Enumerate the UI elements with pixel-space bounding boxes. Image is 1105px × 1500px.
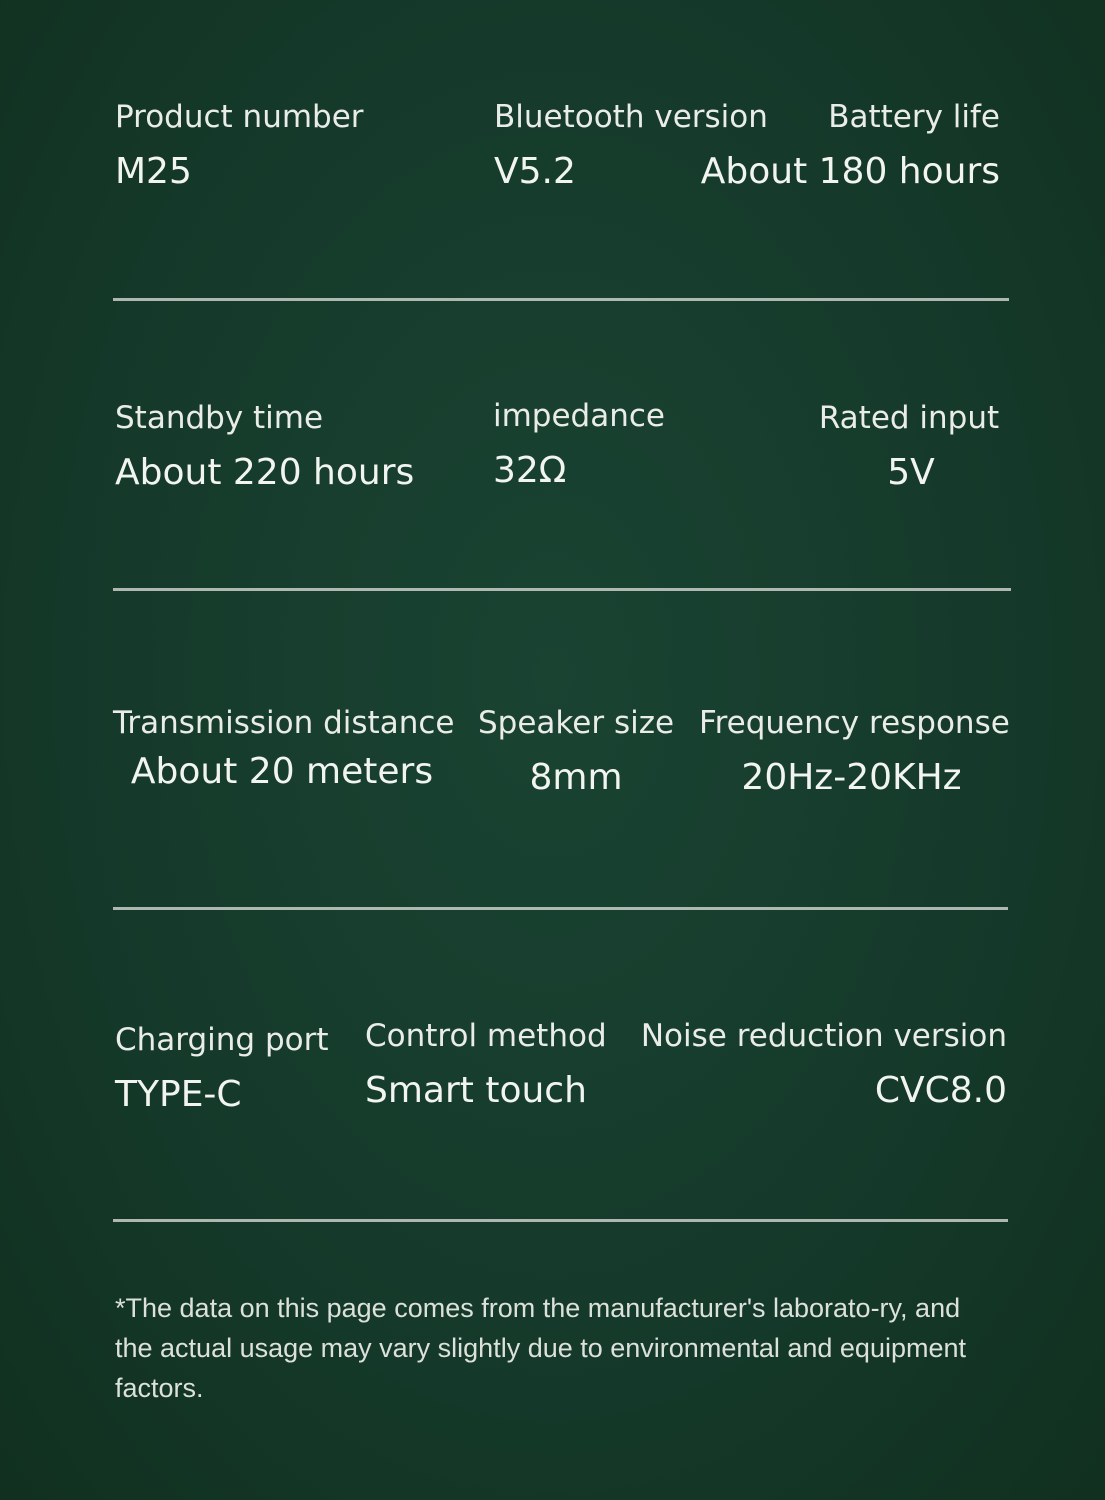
spec-value: 5V bbox=[887, 452, 935, 493]
spec-label: Product number bbox=[115, 99, 364, 135]
spec-value: About 180 hours bbox=[700, 151, 1000, 192]
spec-value: About 220 hours bbox=[115, 452, 415, 493]
footnote: *The data on this page comes from the manufacturer's laborato-ry, and the actual usage may vary slightly due to environmental and equipment factors. bbox=[115, 1293, 967, 1403]
spec-label: Standby time bbox=[115, 400, 324, 436]
spec-impedance bbox=[493, 396, 665, 494]
spec-rated-input bbox=[814, 398, 1004, 496]
spec-value: M25 bbox=[115, 151, 192, 192]
spec-value: About 20 meters bbox=[130, 751, 434, 792]
spec-product-number bbox=[115, 97, 364, 195]
divider bbox=[113, 1219, 1008, 1222]
spec-value: Smart touch bbox=[365, 1070, 587, 1111]
spec-value: CVC8.0 bbox=[874, 1070, 1007, 1111]
spec-label: Rated input bbox=[818, 400, 1000, 436]
spec-value: V5.2 bbox=[494, 151, 576, 192]
spec-label: Control method bbox=[365, 1018, 607, 1054]
spec-label: Speaker size bbox=[478, 705, 675, 741]
spec-value: 8mm bbox=[529, 757, 623, 798]
divider bbox=[113, 907, 1008, 910]
spec-standby-time bbox=[115, 398, 414, 496]
spec-label: Noise reduction version bbox=[640, 1018, 1007, 1054]
spec-value: TYPE-C bbox=[115, 1074, 242, 1115]
divider bbox=[113, 588, 1011, 591]
spec-noise-reduction-version bbox=[641, 1016, 1007, 1114]
spec-speaker-size bbox=[478, 703, 674, 801]
spec-label: impedance bbox=[493, 398, 665, 434]
spec-frequency-response bbox=[699, 703, 1010, 801]
spec-control-method bbox=[365, 1016, 607, 1114]
spec-value: 32Ω bbox=[493, 450, 567, 491]
spec-label: Charging port bbox=[115, 1022, 329, 1058]
spec-charging-port bbox=[115, 1020, 329, 1118]
spec-transmission-distance bbox=[113, 703, 455, 795]
spec-label: Battery life bbox=[828, 99, 1000, 135]
spec-value: 20Hz-20KHz bbox=[741, 757, 962, 798]
spec-label: Transmission distance bbox=[113, 705, 455, 741]
spec-label: Frequency response bbox=[699, 705, 1010, 741]
spec-battery-life bbox=[701, 97, 1000, 195]
divider bbox=[113, 298, 1009, 301]
spec-label: Bluetooth version bbox=[494, 99, 768, 135]
